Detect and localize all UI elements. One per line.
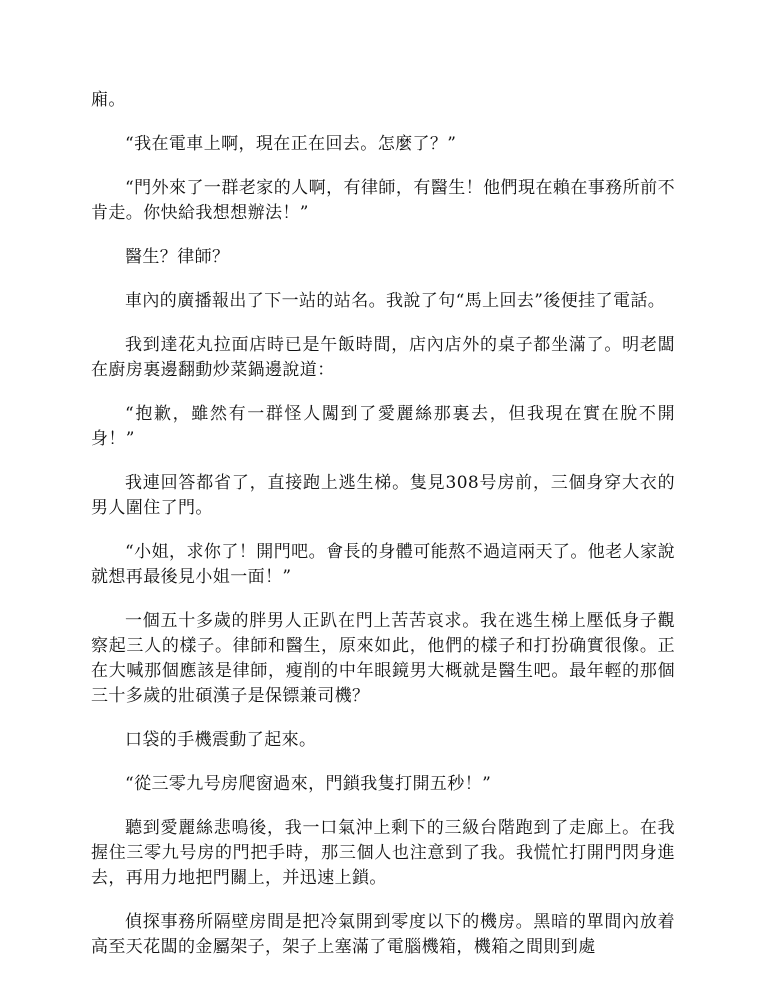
paragraph: 我到達花丸拉面店時已是午飯時間，店內店外的桌子都坐滿了。明老闆在廚房裏邊翻動炒菜鍋邊說道： [91,335,675,380]
paragraph: 廂。 [91,90,126,110]
paragraph: “我在電車上啊，現在正在回去。怎麼了？” [125,134,457,154]
paragraph: “門外來了一群老家的人啊，有律師，有醫生！他們現在賴在事務所前不肯走。你快給我想想辦法！” [91,178,675,223]
paragraph: 車內的廣播報出了下一站的站名。我說了句“馬上回去”後便挂了電話。 [125,291,666,311]
page-body [91,88,675,979]
paragraph: 口袋的手機震動了起來。 [125,730,317,750]
paragraph: 聽到愛麗絲悲鳴後，我一口氣沖上剩下的三級台階跑到了走廊上。在我握住三零九号房的門把手時，那三個人也注意到了我。我慌忙打開門閃身進去，再用力地把門關上，并迅速上鎖。 [91,818,675,888]
paragraph: “從三零九号房爬窗過來，門鎖我隻打開五秒！” [125,774,492,794]
paragraph: “小姐，求你了！開門吧。會長的身體可能熬不過這兩天了。他老人家說就想再最後見小姐一面！” [91,542,675,587]
paragraph: 我連回答都省了，直接跑上逃生梯。隻見308号房前，三個身穿大衣的男人圍住了門。 [91,473,675,518]
paragraph: 一個五十多歲的胖男人正趴在門上苦苦哀求。我在逃生梯上壓低身子觀察起三人的樣子。律師和醫生，原來如此，他們的樣子和打扮确實很像。正在大喊那個應該是律師，瘦削的中年眼鏡男大概就是醫生吧。最年輕的那個三十多歲的壯碩漢子是保镖兼司機？ [91,611,675,706]
paragraph: 醫生？律師？ [125,247,230,267]
paragraph: 偵探事務所隔壁房間是把冷氣開到零度以下的機房。黑暗的單間內放着高至天花闆的金屬架子，架子上塞滿了電腦機箱，機箱之間則到處 [91,912,675,957]
paragraph: “抱歉，雖然有一群怪人闖到了愛麗絲那裏去，但我現在實在脫不開身！” [91,404,675,449]
